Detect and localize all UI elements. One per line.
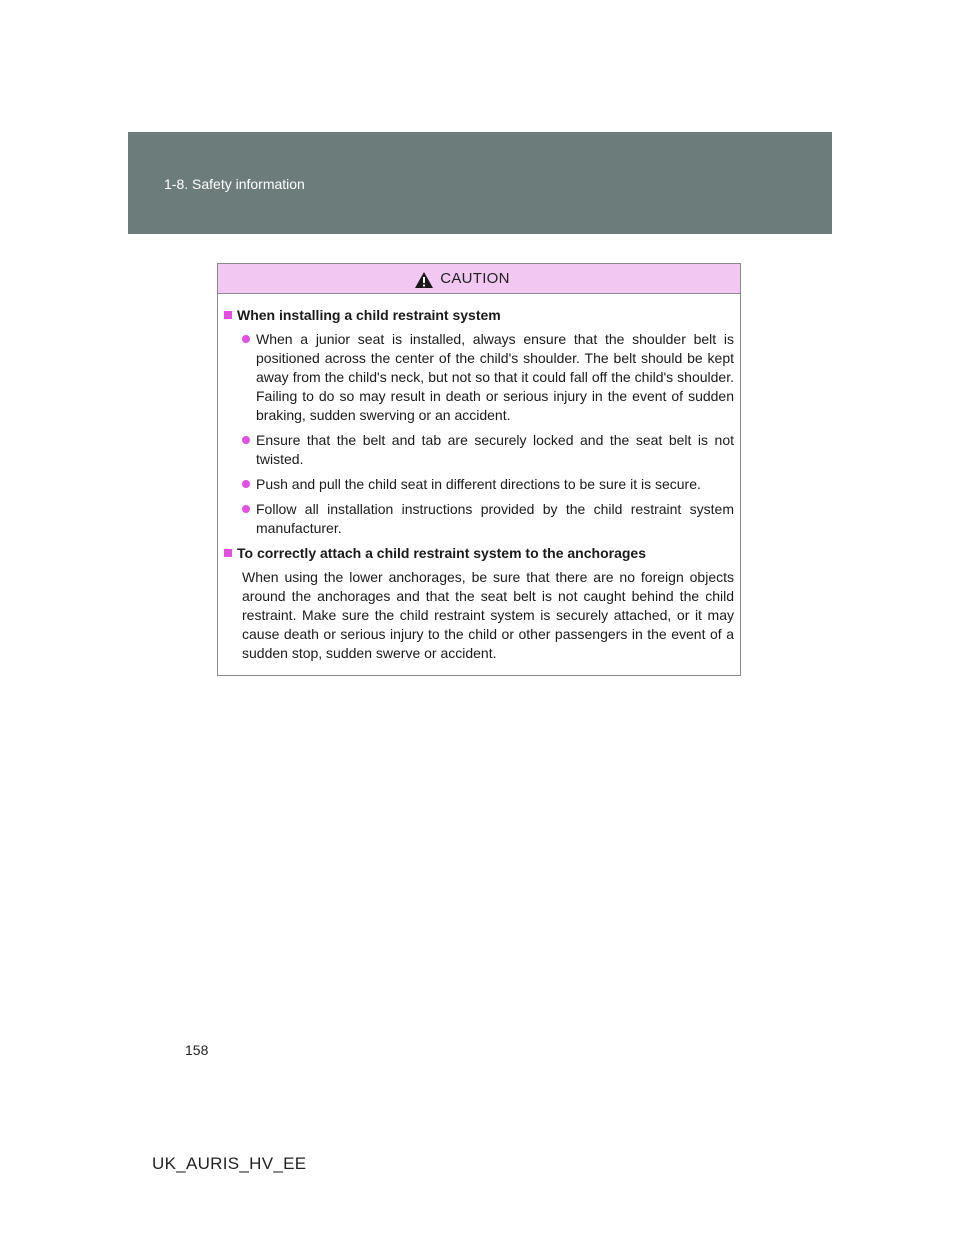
list-item-text: When a junior seat is installed, always ensure that the shoulder belt is positioned across the center of the child's shoulder. The belt should be kept away from the child's neck, but not so that it could fall off the child's shoulder. Failing to do so may result in death or serious injury in the event of sudden braking, sudden swerving or an accident. [256,331,734,423]
round-bullet-icon [242,480,250,488]
header-band [128,132,832,234]
list-item-text: Follow all installation instructions provided by the child restraint system manufacturer. [256,501,734,536]
section-heading-text: To correctly attach a child restraint system to the anchorages [237,545,646,561]
section-heading-text: When installing a child restraint system [237,307,501,323]
page-number: 158 [185,1042,209,1058]
warning-triangle-icon [414,271,434,289]
square-bullet-icon [224,311,232,319]
caution-box [217,263,741,676]
caution-title: CAUTION [440,270,510,287]
list-item-text: Ensure that the belt and tab are securely locked and the seat belt is not twisted. [256,432,734,467]
list-item [242,330,734,425]
document-code: UK_AURIS_HV_EE [152,1154,307,1173]
list-item [242,475,734,494]
list-item [242,500,734,538]
list-item-text: Push and pull the child seat in different directions to be sure it is secure. [256,476,701,492]
round-bullet-icon [242,436,250,444]
section-paragraph: When using the lower anchorages, be sure that there are no foreign objects around the anchorages and that the seat belt is not caught behind the child restraint. Make sure the child restraint system is securely attached, or it may cause death or serious injury to the child or other passengers in the event of a sudden stop, sudden swerve or accident. [242,569,734,661]
list-item [242,431,734,469]
caution-body [218,294,740,663]
section-heading [224,544,734,563]
section-heading [224,306,734,325]
round-bullet-icon [242,505,250,513]
caution-header [218,264,740,294]
section-title: 1-8. Safety information [164,176,305,192]
square-bullet-icon [224,549,232,557]
round-bullet-icon [242,335,250,343]
